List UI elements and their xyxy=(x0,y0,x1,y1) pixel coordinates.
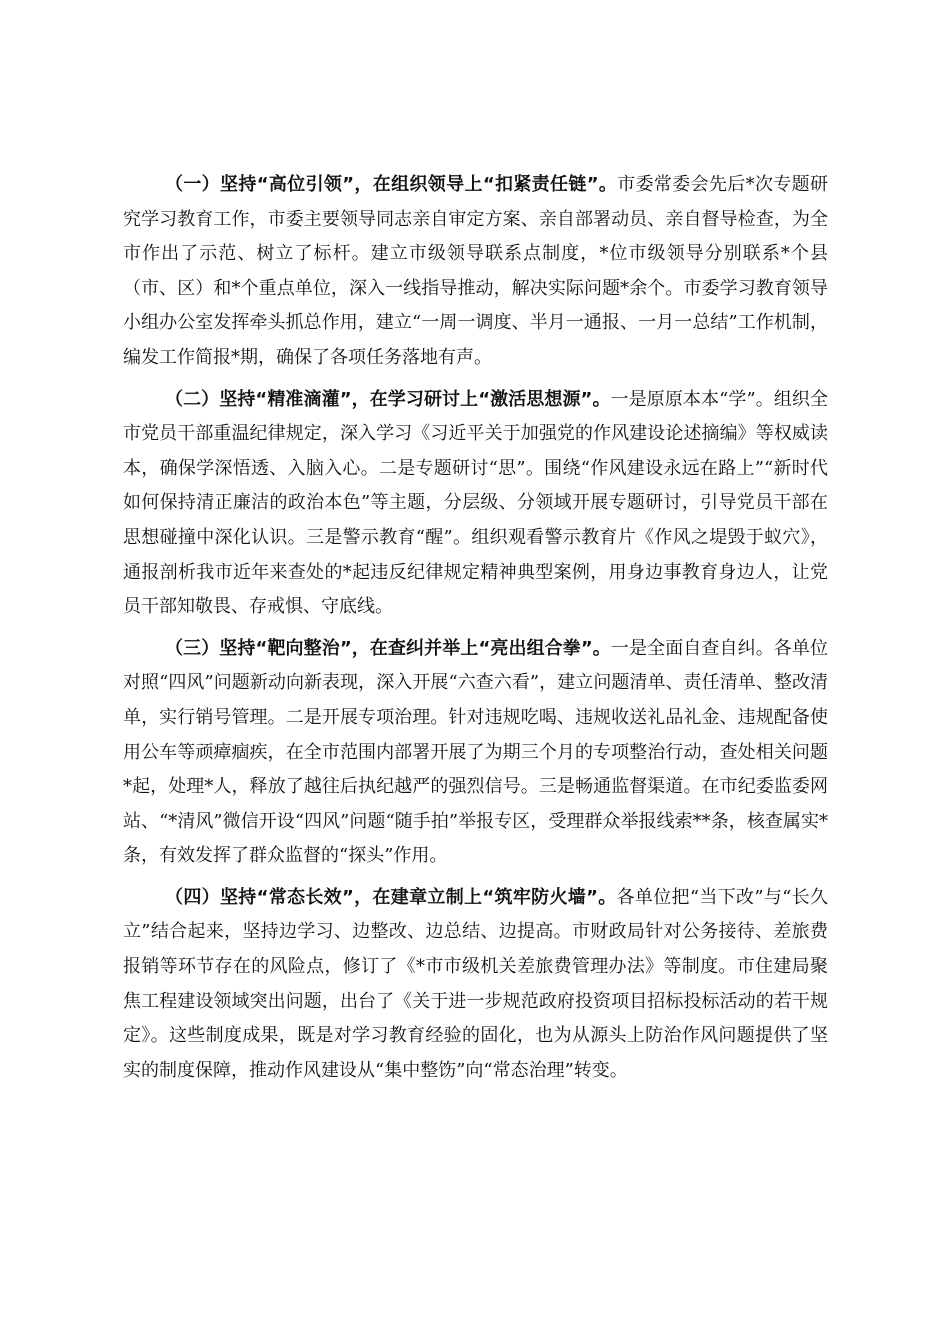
paragraph-2 xyxy=(123,383,828,625)
document-body xyxy=(123,168,828,1095)
paragraph-text: 一是全面自查自纠。各单位对照“四风”问题新动向新表现，深入开展“六查六看”，建立问题清单、责任清单、整改清单，实行销号管理。二是开展专项治理。针对违规吃喝、违规收送礼品礼金、违规配备使用公车等顽瘴痼疾，在全市范围内部署开展了为期三个月的专项整治行动，查处相关问题*起，处理*人，释放了越往后执纪越严的强烈信号。三是畅通监督渠道。在市纪委监委网站、“*清风”微信开设“四风”问题“随手拍”举报专区，受理群众举报线索**条，核查属实*条，有效发挥了群众监督的“探头”作用。 xyxy=(123,637,828,867)
paragraph-3 xyxy=(123,632,828,874)
paragraph-1 xyxy=(123,168,828,376)
paragraph-4 xyxy=(123,881,828,1089)
paragraph-text: 一是原原本本“学”。组织全市党员干部重温纪律规定，深入学习《习近平关于加强党的作风建设论述摘编》等权威读本，确保学深悟透、入脑入心。二是专题研讨“思”。围绕“作风建设永远在路上”“新时代如何保持清正廉洁的政治本色”等主题，分层级、分领域开展专题研讨，引导党员干部在思想碰撞中深化认识。三是警示教育“醒”。组织观看警示教育片《作风之堤毁于蚁穴》，通报剖析我市近年来查处的*起违反纪律规定精神典型案例，用身边事教育身边人，让党员干部知敬畏、存戒惧、守底线。 xyxy=(123,388,828,618)
paragraph-text: 市委常委会先后*次专题研究学习教育工作，市委主要领导同志亲自审定方案、亲自部署动员、亲自督导检查，为全市作出了示范、树立了标杆。建立市级领导联系点制度，*位市级领导分别联系*个县（市、区）和*个重点单位，深入一线指导推动，解决实际问题*余个。市委学习教育领导小组办公室发挥牵头抓总作用，建立“一周一调度、半月一通报、一月一总结”工作机制，编发工作简报*期，确保了各项任务落地有声。 xyxy=(123,174,829,368)
paragraph-heading: （四）坚持“常态长效”，在建章立制上“筑牢防火墙”。 xyxy=(165,886,617,908)
paragraph-heading: （二）坚持“精准滴灌”，在学习研讨上“激活思想源”。 xyxy=(165,388,611,410)
paragraph-heading: （三）坚持“靶向整治”，在查纠并举上“亮出组合拳”。 xyxy=(165,637,611,659)
paragraph-text: 各单位把“当下改”与“长久立”结合起来，坚持边学习、边整改、边总结、边提高。市财政局针对公务接待、差旅费报销等环节存在的风险点，修订了《*市市级机关差旅费管理办法》等制度。市住建局聚焦工程建设领域突出问题，出台了《关于进一步规范政府投资项目招标投标活动的若干规定》。这些制度成果，既是对学习教育经验的固化，也为从源头上防治作风问题提供了坚实的制度保障，推动作风建设从“集中整饬”向“常态治理”转变。 xyxy=(123,886,828,1081)
paragraph-heading: （一）坚持“高位引领”，在组织领导上“扣紧责任链”。 xyxy=(165,174,618,195)
